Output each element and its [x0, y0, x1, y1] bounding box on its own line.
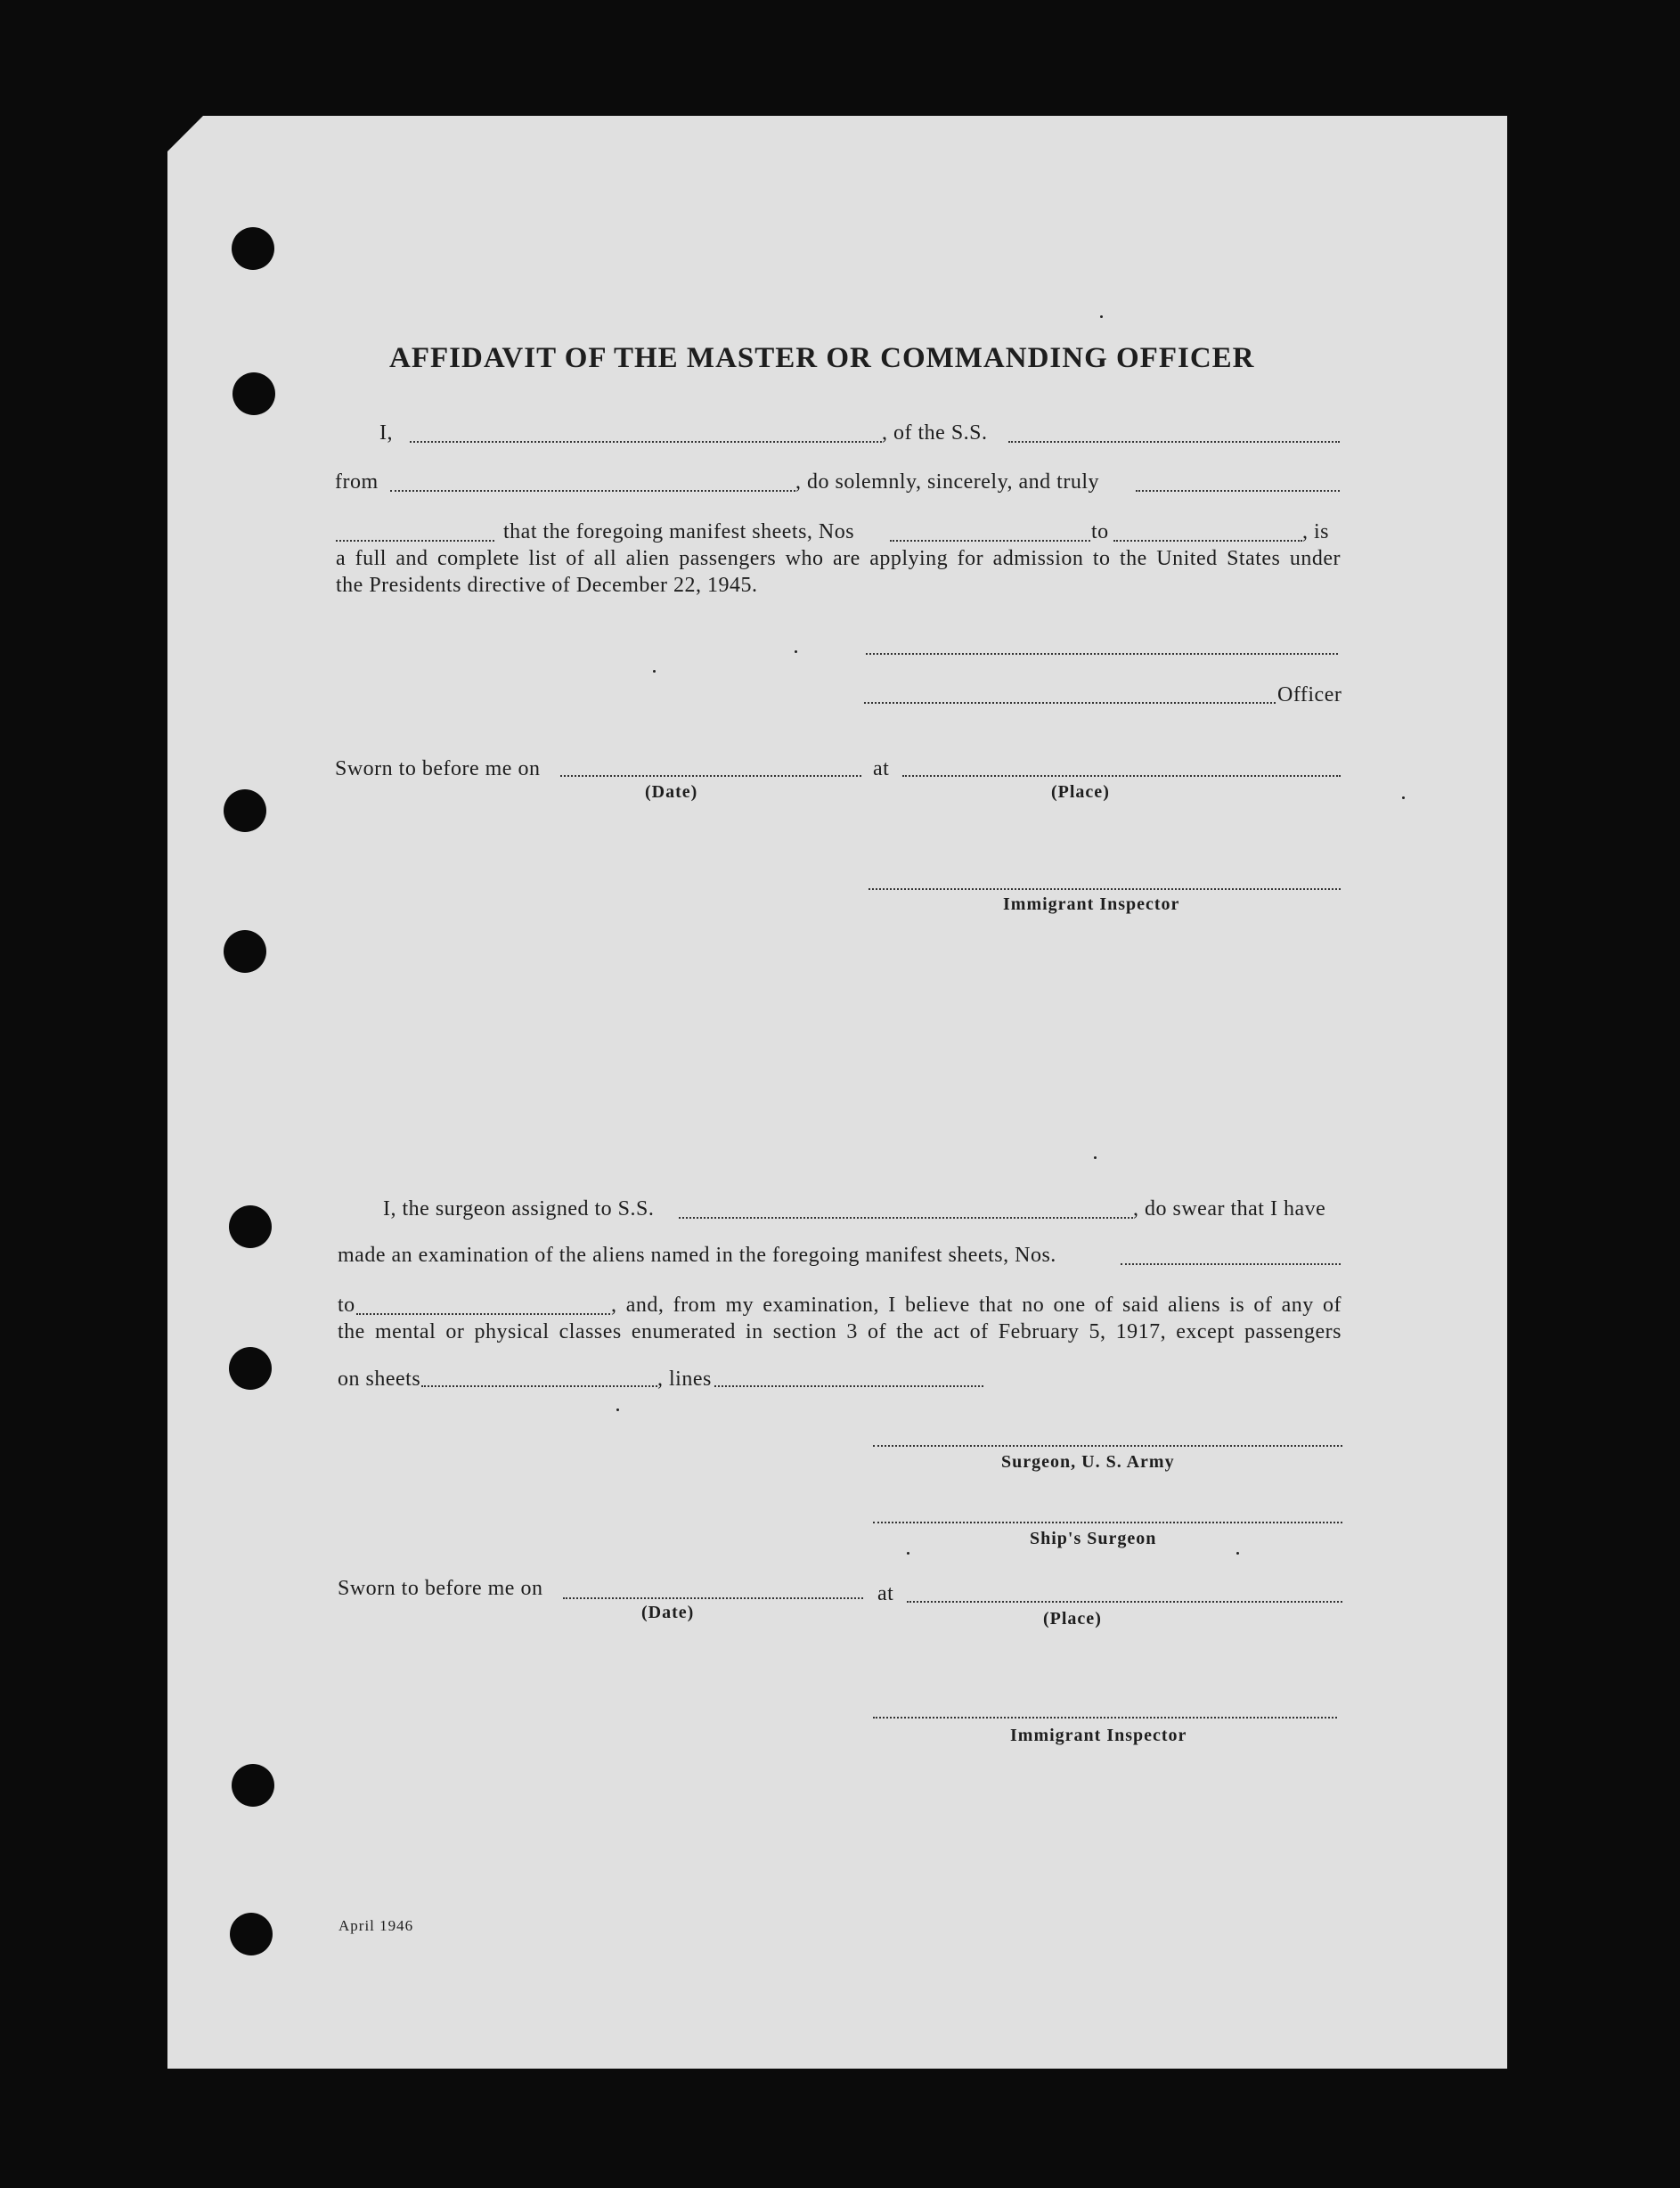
punch-hole: [232, 1764, 274, 1807]
punch-hole: [229, 1205, 272, 1248]
master-name-field[interactable]: [410, 441, 882, 443]
dust-speck: [616, 1408, 619, 1411]
surgeon-sworn-place-field[interactable]: [907, 1601, 1342, 1603]
dust-speck: [795, 650, 797, 653]
sworn-place-field[interactable]: [902, 775, 1341, 777]
foregoing-text: that the foregoing manifest sheets, Nos: [503, 520, 855, 543]
oath-type-field[interactable]: [336, 540, 494, 542]
from-port-field[interactable]: [390, 490, 795, 492]
surgeon-date-caption: (Date): [641, 1603, 695, 1622]
dust-speck: [1402, 796, 1405, 799]
do-swear-text: , do swear that I have: [1133, 1197, 1326, 1221]
punch-hole: [224, 930, 266, 973]
surgeon-inspector-signature-field[interactable]: [873, 1717, 1337, 1719]
punch-hole: [224, 789, 266, 832]
dust-speck: [1094, 1156, 1097, 1159]
to-label: to: [1091, 520, 1109, 543]
surgeon-place-caption: (Place): [1043, 1609, 1102, 1629]
sheet-to-field[interactable]: [1113, 540, 1302, 542]
surgeon-ship-field[interactable]: [679, 1217, 1133, 1219]
dust-speck: [1236, 1552, 1239, 1555]
exam-sheets-from-field[interactable]: [1121, 1263, 1341, 1265]
exam-sheets-to-field[interactable]: [356, 1313, 610, 1315]
surgeon-inspector-caption: Immigrant Inspector: [1010, 1726, 1187, 1745]
army-surgeon-signature-field[interactable]: [873, 1445, 1342, 1447]
inspector-caption: Immigrant Inspector: [1003, 894, 1180, 914]
punch-hole: [232, 227, 274, 270]
date-caption: (Date): [645, 782, 698, 802]
punch-hole: [229, 1347, 272, 1390]
from-label: from: [335, 470, 379, 494]
surgeon-at-label: at: [877, 1582, 894, 1605]
form-title: AFFIDAVIT OF THE MASTER OR COMMANDING OFFICER: [389, 342, 1255, 374]
do-solemnly-text: , do solemnly, sincerely, and truly: [795, 470, 1099, 494]
classes-text: the mental or physical classes enumerated in section 3 of the act of February 5, 1917, except passengers: [338, 1320, 1342, 1343]
on-sheets-label: on sheets: [338, 1368, 421, 1391]
form-page: [167, 116, 1507, 2069]
army-surgeon-caption: Surgeon, U. S. Army: [1001, 1452, 1175, 1472]
lines-label: , lines: [657, 1368, 712, 1391]
exception-lines-field[interactable]: [714, 1385, 983, 1387]
ship-surgeon-caption: Ship's Surgeon: [1030, 1529, 1157, 1548]
oath-field[interactable]: [1136, 490, 1340, 492]
believe-text: , and, from my examination, I believe that no one of said aliens is of any of: [611, 1294, 1342, 1317]
master-signature-field[interactable]: [866, 653, 1338, 655]
surgeon-sworn-date-field[interactable]: [563, 1597, 863, 1599]
place-caption: (Place): [1051, 782, 1110, 802]
punch-hole: [230, 1913, 273, 1955]
surgeon-to-label: to: [338, 1294, 355, 1317]
inspector-signature-field[interactable]: [869, 888, 1341, 890]
is-label: , is: [1302, 520, 1330, 543]
dust-speck: [653, 670, 656, 673]
ship-name-field[interactable]: [1008, 441, 1340, 443]
officer-label: Officer: [1277, 683, 1342, 706]
of-ss-label: , of the S.S.: [882, 421, 988, 445]
full-list-text: a full and complete list of all alien passengers who are applying for admission to the United States under: [336, 547, 1341, 570]
surgeon-sworn-label: Sworn to before me on: [338, 1577, 543, 1600]
dust-speck: [1100, 315, 1103, 318]
surgeon-assigned-text: I, the surgeon assigned to S.S.: [383, 1197, 655, 1221]
form-date: April 1946: [338, 1917, 414, 1934]
sheet-from-field[interactable]: [890, 540, 1090, 542]
ship-surgeon-signature-field[interactable]: [873, 1522, 1342, 1523]
exception-sheets-field[interactable]: [421, 1385, 657, 1387]
punch-hole: [232, 372, 275, 415]
sworn-label: Sworn to before me on: [335, 757, 541, 780]
officer-rank-field[interactable]: [864, 702, 1276, 704]
directive-text: the Presidents directive of December 22, 1945.: [336, 574, 758, 597]
i-label: I,: [379, 421, 393, 445]
examination-text: made an examination of the aliens named in the foregoing manifest sheets, Nos.: [338, 1244, 1056, 1267]
sworn-date-field[interactable]: [560, 775, 861, 777]
dust-speck: [907, 1552, 909, 1555]
at-label: at: [873, 757, 890, 780]
